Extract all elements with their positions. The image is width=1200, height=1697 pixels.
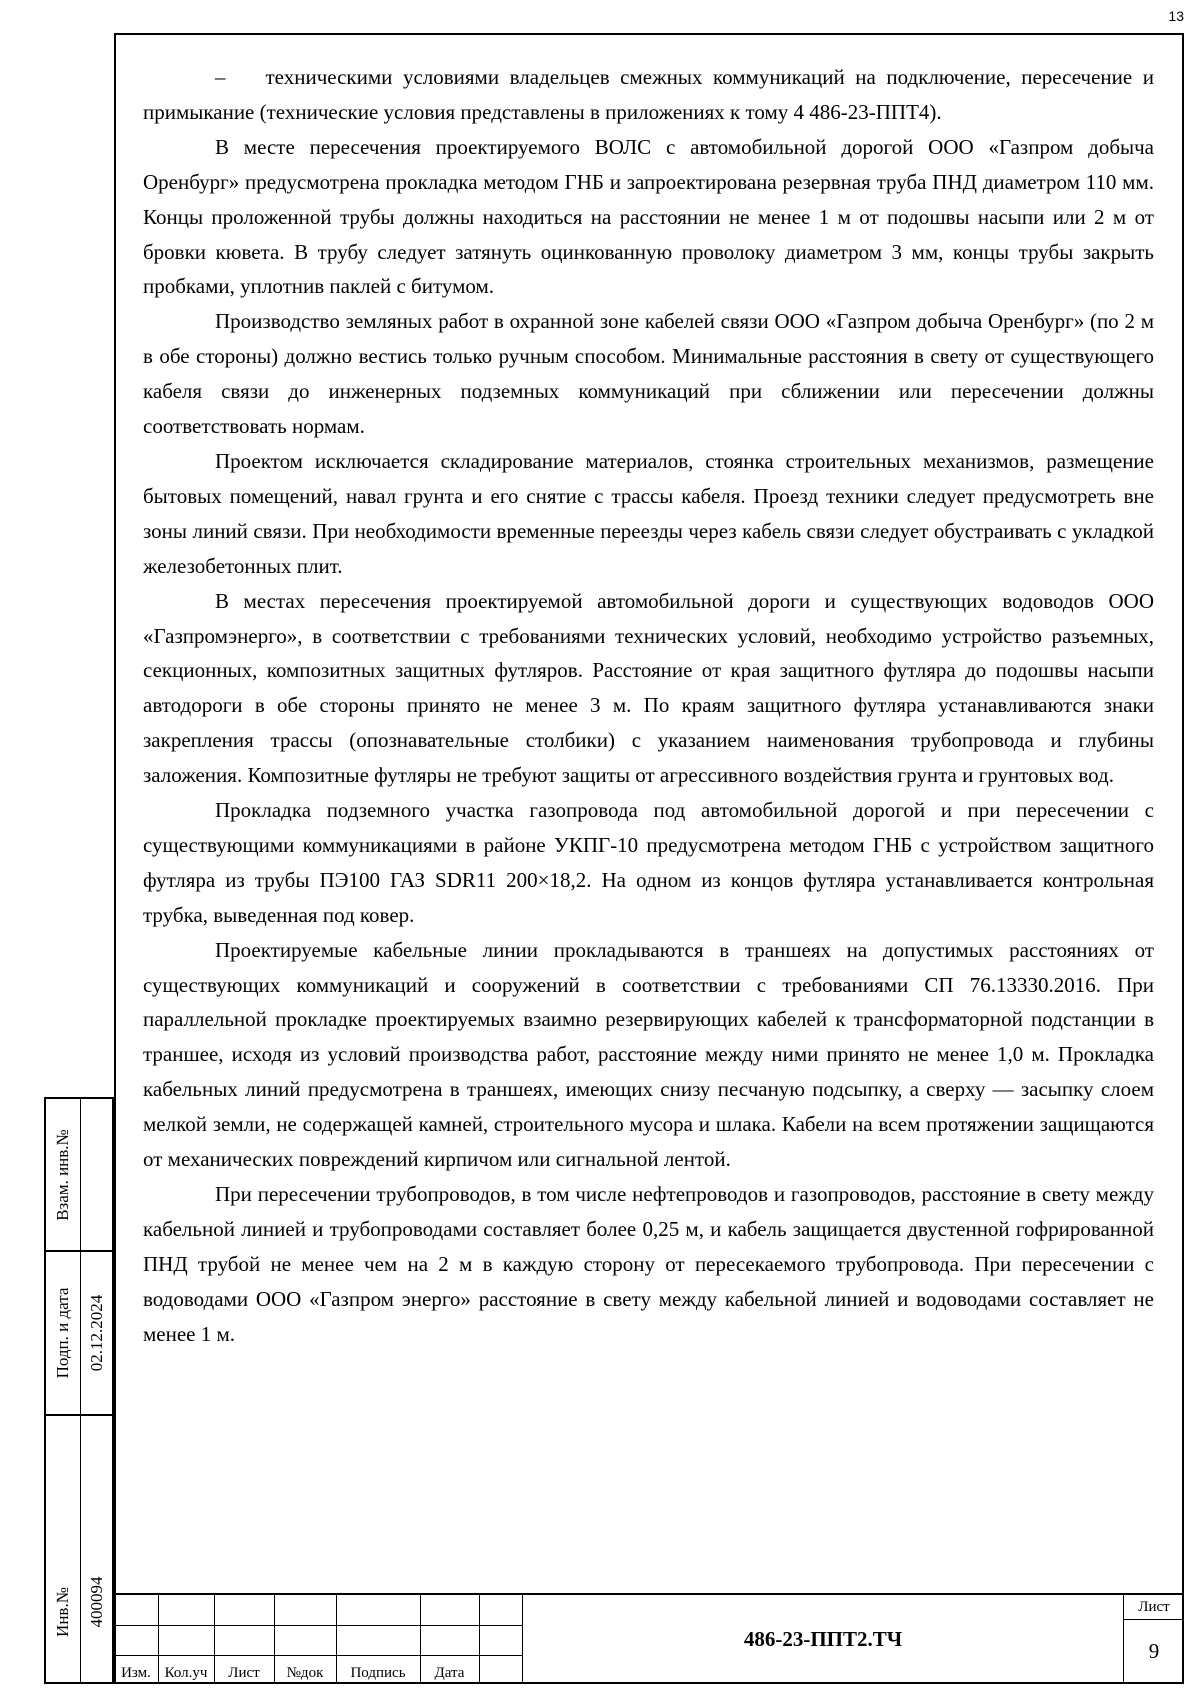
paragraph-vols-crossing: В месте пересечения проектируемого ВОЛС с автомобильной дорогой ООО «Газпром добыча Оренбург» предусмотрена прокладка методом ГНБ и запроектирована резервная труба ПНД диаметром 110 мм. Концы проложенной трубы должны находиться на расстоянии не менее 1 м от подошвы насыпи или 2 м от бровки кювета. В трубу следует затянуть оцинкованную проволоку диаметром 3 мм, концы трубы закрыть пробками, уплотнив паклей с битумом. xyxy=(143,134,1154,299)
stamp-vzam-inv xyxy=(44,1097,114,1252)
stamp-podp-value: 02.12.2024 xyxy=(86,1294,106,1372)
column-izm: Изм. xyxy=(121,1665,151,1681)
document-code: 486-23-ППТ2.ТЧ xyxy=(743,1627,903,1651)
stamp-inv-number xyxy=(44,1414,114,1684)
paragraph-gas-pipeline: Прокладка подземного участка газопровода под автомобильной дорогой и при пересечении с существующими коммуникациями в районе УКПГ-10 предусмотрена методом ГНБ с устройством защитного футляра из трубы ПЭ100 ГАЗ SDR11 200×18,2. На одном из концов футляра устанавливается контрольная трубка, выведенная под ковер. xyxy=(143,798,1154,927)
page-number: 13 xyxy=(1168,8,1184,24)
sheet-box xyxy=(1123,1595,1184,1684)
paragraph-tech-conditions xyxy=(143,60,1154,130)
list-dash: – xyxy=(215,65,226,89)
column-ndok: №док xyxy=(286,1665,324,1681)
paragraph-storage-exclusion: Проектом исключается складирование материалов, стоянка строительных механизмов, размещение бытовых помещений, навал грунта и его снятие с трассы кабеля. Проезд техники следует предусмотреть вне зоны линий связи. При необходимости временные переезды через кабель связи следует обустраивать с укладкой железобетонных плит. xyxy=(143,448,1154,578)
stamp-vzam-label: Взам. инв.№ xyxy=(53,1128,72,1221)
sheet-number: 9 xyxy=(1148,1639,1160,1663)
column-kol-uch: Кол.уч xyxy=(164,1665,208,1681)
paragraph-earthworks: Производство земляных работ в охранной зоне кабелей связи ООО «Газпром добыча Оренбург» (по 2 м в обе стороны) должно вестись только ручным способом. Минимальные расстояния в свету от существующего кабеля связи до инженерных подземных коммуникаций при сближении или пересечении должны соответствовать нормам. xyxy=(143,309,1154,439)
column-signature: Подпись xyxy=(350,1665,406,1681)
document-body xyxy=(143,60,1154,1352)
stamp-podp-label: Подп. и дата xyxy=(53,1287,72,1379)
paragraph-cable-lines: Проектируемые кабельные линии прокладываются в траншеях на допустимых расстояниях от существующих коммуникаций и сооружений в соответствии с требованиями СП 76.13330.2016. При параллельной прокладке проектируемых взаимно резервирующих кабелей к трансформаторной подстанции в траншее, исходя из условий производства работ, расстояние между ними принято не менее 1,0 м. Прокладка кабельных линий предусмотрена в траншеях, имеющих снизу песчаную подсыпку, а сверху — засыпку слоем мелкой земли, не содержащей камней, строительного мусора и шлака. Кабели на всем протяжении защищаются от механических повреждений кирпичом или сигнальной лентой. xyxy=(143,937,1154,1172)
paragraph-pipeline-crossing: При пересечении трубопроводов, в том числе нефтепроводов и газопроводов, расстояние в свету между кабельной линией и трубопроводами составляет более 0,25 м, и кабель защищается двустенной гофрированной ПНД трубой не менее чем на 2 м в каждую сторону от пересекаемого трубопровода. При пересечении с водоводами ООО «Газпром энерго» расстояние в свету между кабельной линией и водоводами составляет не менее 1 м. xyxy=(143,1182,1154,1346)
title-block xyxy=(114,1593,1184,1684)
paragraph-water-pipes: В местах пересечения проектируемой автомобильной дороги и существующих водоводов ООО «Газпромэнерго», в соответствии с требованиями технических условий, необходимо устройство разъемных, секционных, композитных защитных футляров. Расстояние от края защитного футляра до подошвы насыпи автодороги в обе стороны принято не менее 3 м. По краям защитного футляра устанавливаются знаки закрепления трассы (опознавательные столбики) с указанием наименования трубопровода и глубины заложения. Композитные футляры не требуют защиты от агрессивного воздействия грунта и грунтовых вод. xyxy=(143,588,1154,788)
paragraph-text: техническими условиями владельцев смежных коммуникаций на подключение, пересечение и примыкание (технические условия представлены в приложениях к тому 4 486-23-ППТ4). xyxy=(143,65,1154,124)
stamp-inv-label: Инв.№ xyxy=(53,1587,72,1637)
column-date: Дата xyxy=(434,1665,465,1681)
sheet-label: Лист xyxy=(1124,1595,1184,1620)
stamp-inv-value: 400094 xyxy=(86,1576,106,1628)
column-list: Лист xyxy=(228,1665,260,1681)
stamp-signature-date xyxy=(44,1250,114,1416)
